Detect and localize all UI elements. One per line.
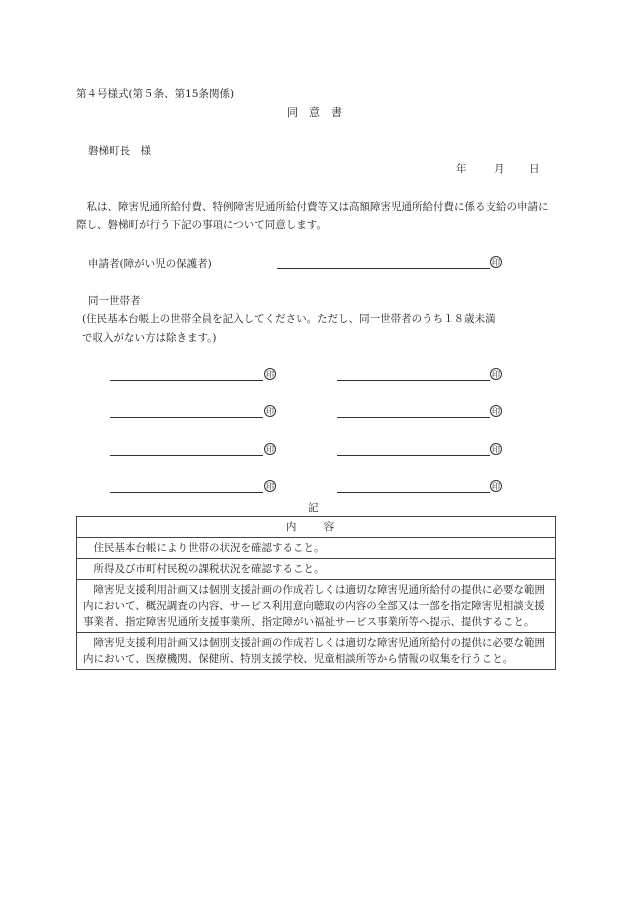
household-signature-line[interactable] bbox=[337, 417, 490, 418]
household-seal-mark: 印 bbox=[266, 407, 274, 416]
date-day: 日 bbox=[529, 163, 540, 175]
applicant-signature-line[interactable] bbox=[277, 268, 490, 269]
ki-marker: 記 bbox=[308, 502, 319, 514]
consent-statement: 私は、障害児通所給付費、特例障害児通所給付費等又は高額障害児通所給付費に係る支給の申請に際し、磐梯町が行う下記の事項について同意します。 bbox=[76, 201, 549, 231]
table-row: 障害児支援利用計画又は個別支援計画の作成若しくは適切な障害児通所給付の提供に必要な範囲内において、概況調査の内容、サービス利用意向聴取の内容の全部又は一部を指定障害児相談支援事業者、指定障害児通所支援事業所、指定障がい福祉サービス事業所等へ提示、提供すること。 bbox=[77, 580, 556, 633]
table-row: 障害児支援利用計画又は個別支援計画の作成若しくは適切な障害児通所給付の提供に必要な範囲内において、医療機関、保健所、特別支援学校、児童相談所等から情報の収集を行うこと。 bbox=[77, 633, 556, 670]
household-signature-line[interactable] bbox=[110, 417, 263, 418]
form-number: 第４号様式(第５条、第15条関係) bbox=[76, 88, 235, 100]
date-year: 年 bbox=[456, 163, 467, 175]
household-seal-mark: 印 bbox=[266, 370, 274, 379]
household-note-line2: で収入がない方は除きます。) bbox=[82, 332, 217, 344]
household-seal-mark: 印 bbox=[492, 482, 500, 491]
table-header: 内 容 bbox=[77, 517, 556, 538]
household-signature-line[interactable] bbox=[110, 455, 263, 456]
household-seal-mark: 印 bbox=[266, 482, 274, 491]
consent-items-table bbox=[76, 516, 556, 670]
household-signature-line[interactable] bbox=[110, 380, 263, 381]
applicant-seal-mark: 印 bbox=[492, 258, 500, 267]
household-signature-line[interactable] bbox=[110, 492, 263, 493]
household-seal-mark: 印 bbox=[266, 445, 274, 454]
table-row: 所得及び市町村民税の課税状況を確認すること。 bbox=[77, 559, 556, 580]
household-seal-mark: 印 bbox=[492, 445, 500, 454]
date-month: 月 bbox=[494, 163, 505, 175]
household-seal-mark: 印 bbox=[492, 407, 500, 416]
document-title: 同 意 書 bbox=[287, 106, 342, 119]
household-seal-mark: 印 bbox=[492, 370, 500, 379]
household-signature-line[interactable] bbox=[337, 492, 490, 493]
table-row: 住民基本台帳により世帯の状況を確認すること。 bbox=[77, 538, 556, 559]
applicant-label: 申請者(障がい児の保護者) bbox=[88, 258, 212, 270]
household-note-line1: (住民基本台帳上の世帯全員を記入してください。ただし、同一世帯者のうち１８歳未満 bbox=[82, 313, 496, 325]
household-heading: 同一世帯者 bbox=[88, 295, 141, 307]
addressee: 磐梯町長 様 bbox=[88, 145, 151, 157]
household-signature-line[interactable] bbox=[337, 380, 490, 381]
household-signature-line[interactable] bbox=[337, 455, 490, 456]
